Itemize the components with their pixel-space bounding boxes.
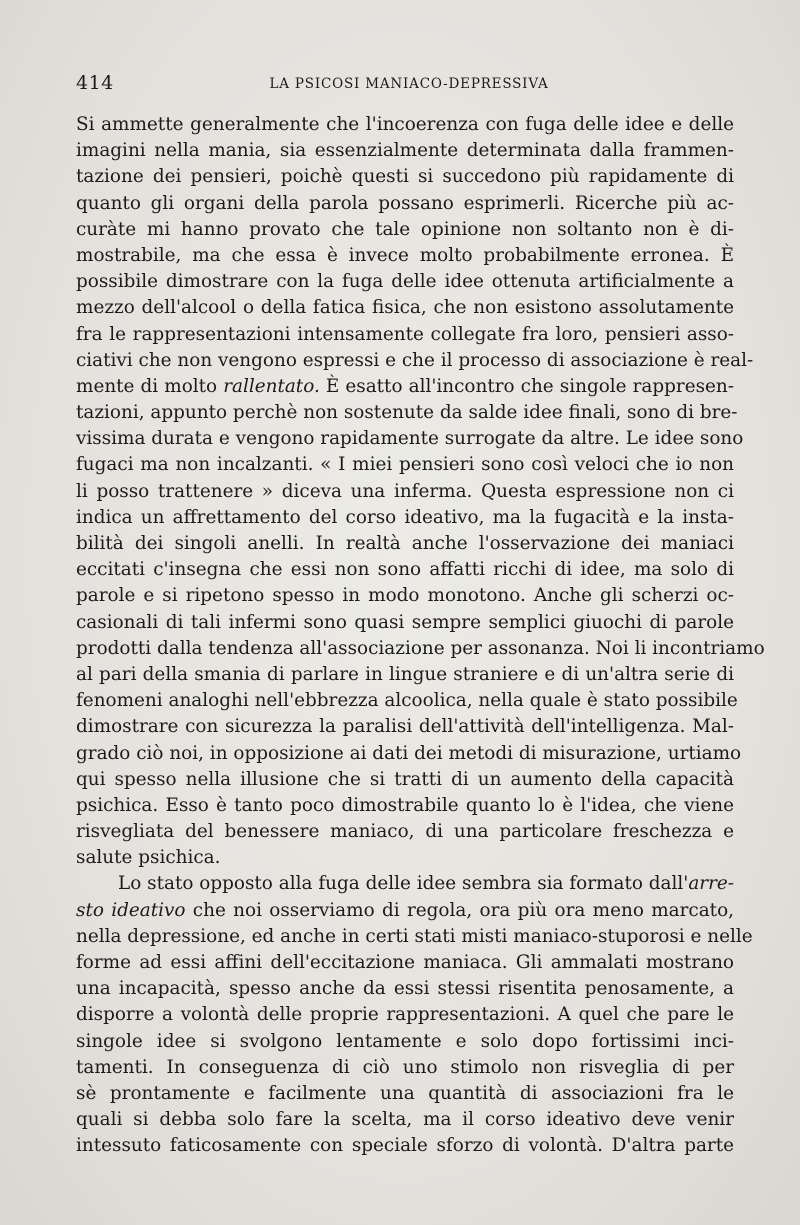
text-line: indica un affrettamento del corso ideativo, ma la fugacità e la insta-	[76, 506, 734, 528]
text-line: quanto gli organi della parola possano esprimerli. Ricerche più ac-	[76, 192, 734, 214]
text-line: mezzo dell'alcool o della fatica fisica, che non esistono assolutamente	[76, 297, 734, 319]
text-line: sè prontamente e facilmente una quantità di associazioni fra le	[76, 1082, 734, 1104]
text-line: salute psichica.	[76, 847, 221, 869]
text-line: qui spesso nella illusione che si tratti di un aumento della capacità	[76, 768, 734, 790]
body-text	[76, 112, 765, 1160]
text-segment: che noi osserviamo di regola, ora più ora meno marcato,	[185, 899, 734, 921]
text-line: singole idee si svolgono lentamente e solo dopo fortissimi inci-	[76, 1030, 734, 1052]
text-line: possibile dimostrare con la fuga delle idee ottenuta artificialmente a	[76, 271, 734, 293]
text-line: dimostrare con sicurezza la paralisi dell'attività dell'intelligenza. Mal-	[76, 716, 734, 738]
text-line: disporre a volontà delle proprie rappresentazioni. A quel che pare le	[76, 1004, 734, 1026]
text-line: al pari della smania di parlare in lingue straniere e di un'altra serie di	[76, 663, 734, 685]
text-line: bilità dei singoli anelli. In realtà anche l'osservazione dei maniaci	[76, 533, 734, 554]
text-line	[76, 871, 734, 897]
text-line: intessuto faticosamente con speciale sforzo di volontà. D'altra parte	[76, 1135, 734, 1157]
running-title: LA PSICOSI MANIACO-DEPRESSIVA	[269, 76, 549, 92]
paragraph-1	[76, 112, 765, 871]
text-line: ciativi che non vengono espressi e che il processo di associazione è real-	[76, 349, 754, 371]
text-line: grado ciò noi, in opposizione ai dati dei metodi di misurazione, urtiamo	[76, 742, 742, 764]
text-line: tamenti. In conseguenza di ciò uno stimolo non risveglia di per	[76, 1056, 734, 1078]
text-line: imagini nella mania, sia essenzialmente determinata dalla frammen-	[76, 140, 734, 162]
text-line: fenomeni analoghi nell'ebbrezza alcoolica, nella quale è stato possibile	[76, 690, 738, 712]
text-line: tazione dei pensieri, poichè questi si succedono più rapidamente di	[76, 166, 734, 188]
text-line: vissima durata e vengono rapidamente surrogate da altre. Le idee sono	[76, 428, 744, 450]
text-line: tazioni, appunto perchè non sostenute da salde idee finali, sono di bre-	[76, 402, 738, 424]
text-line: Si ammette generalmente che l'incoerenza con fuga delle idee e delle	[76, 114, 734, 135]
page-number: 414	[76, 72, 114, 94]
text-line	[76, 898, 734, 924]
text-segment: Lo stato opposto alla fuga delle idee sembra sia formato dall'	[118, 873, 689, 895]
text-line: fugaci ma non incalzanti. « I miei pensieri sono così veloci che io non	[76, 454, 734, 476]
text-segment: È esatto all'incontro che singole rappresen-	[319, 375, 734, 397]
text-line: fra le rappresentazioni intensamente collegate fra loro, pensieri asso-	[76, 323, 734, 345]
text-line: quali si debba solo fare la scelta, ma il corso ideativo deve venir	[76, 1109, 734, 1131]
text-line: casionali di tali infermi sono quasi sempre semplici giuochi di parole	[76, 611, 734, 633]
italic-term: rallentato.	[223, 375, 320, 397]
page-header	[76, 72, 732, 100]
italic-term: arre-	[688, 873, 734, 895]
text-line	[76, 374, 734, 400]
text-line: eccitati c'insegna che essi non sono affatti ricchi di idee, ma solo di	[76, 559, 734, 581]
text-line: forme ad essi affini dell'eccitazione maniaca. Gli ammalati mostrano	[76, 952, 734, 973]
text-line: curàte mi hanno provato che tale opinione non soltanto non è di-	[76, 218, 734, 240]
text-segment: mente di molto	[76, 375, 224, 397]
text-line: psichica. Esso è tanto poco dimostrabile quanto lo è l'idea, che viene	[76, 794, 734, 816]
paragraph-2	[76, 871, 753, 1159]
text-line: parole e si ripetono spesso in modo monotono. Anche gli scherzi oc-	[76, 585, 734, 607]
text-line: prodotti dalla tendenza all'associazione per assonanza. Noi li incontriamo	[76, 637, 765, 659]
text-line: risvegliata del benessere maniaco, di una particolare freschezza e	[76, 821, 734, 843]
text-line: mostrabile, ma che essa è invece molto probabilmente erronea. È	[76, 244, 734, 266]
text-line: li posso trattenere » diceva una inferma. Questa espressione non ci	[76, 480, 734, 502]
text-line: una incapacità, spesso anche da essi stessi risentita penosamente, a	[76, 978, 734, 1000]
text-line: nella depressione, ed anche in certi stati misti maniaco-stuporosi e nelle	[76, 925, 753, 947]
italic-term: sto ideativo	[76, 899, 186, 921]
